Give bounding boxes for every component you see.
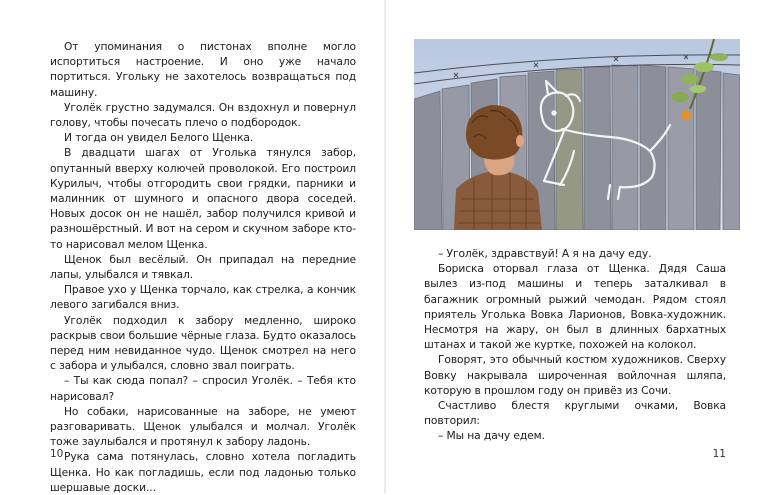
- page-number-right: 11: [712, 448, 726, 460]
- paragraph: – Мы на дачу едем.: [438, 429, 545, 443]
- paragraph: Говорят, это обычный костюм художников. Сверху Вовку накрывала широченная войлочная шляпа, которую в прошлом году он привёз из Сочи.: [424, 353, 726, 397]
- right-page: [386, 0, 770, 493]
- paragraph: Щенок был весёлый. Он припадал на передние лапы, улыбался и тявкал.: [50, 252, 356, 282]
- right-page-text: [424, 246, 726, 444]
- paragraph: Но собаки, нарисованные на заборе, не умеют разговаривать. Щенок улыбался и молчал. Уголёк тоже заулыбался и протянул к забору ладонь.: [50, 404, 356, 449]
- paragraph: Правое ухо у Щенка торчало, как стрелка, а кончик левого загибался вниз.: [50, 283, 356, 312]
- paragraph: Уголёк грустно задумался. Он вздохнул и повернул голову, чтобы почесать плечо о подбородок.: [50, 100, 356, 130]
- paragraph: – Уголёк, здравствуй! А я на дачу еду.: [438, 247, 652, 260]
- paragraph: Рука сама потянулась, словно хотела погладить Щенка. Но как погладишь, если под ладонью только шершавые доски...: [50, 450, 356, 494]
- left-page: [0, 0, 384, 493]
- illustration: [414, 39, 740, 230]
- paragraph: – Ты как сюда попал? – спросил Уголёк. – Тебя кто нарисовал?: [50, 374, 356, 403]
- page-number-left: 10: [50, 448, 64, 460]
- paragraph: Счастливо блестя круглыми очками, Вовка повторил:: [424, 399, 726, 428]
- paragraph: Бориска оторвал глаза от Щенка. Дядя Саша вылез из-под машины и теперь заталкивал в багажник огромный рыжий чемодан. Рядом стоял приятель Уголька Вовка Ларионов, Вовка-художник. Несмотря на жару, он был в длинных бархатных штанах и такой же куртке, похожей на колокол.: [424, 262, 726, 352]
- paragraph: Уголёк подходил к забору медленно, широко раскрыв свои большие чёрные глаза. Будто оказалось перед ним невиданное чудо. Щенок смотрел на него с забора и улыбался, словно звал поиграть.: [50, 313, 356, 373]
- paragraph: От упоминания о пистонах вполне могло испортиться настроение. И оно уже начало портиться. Угольку не захотелось возвращаться под машину.: [50, 40, 356, 99]
- paragraph: И тогда он увидел Белого Щенка.: [64, 131, 254, 145]
- paragraph: В двадцати шагах от Уголька тянулся забор, опутанный вверху колючей проволокой. Его построил Курилыч, чтобы отгородить свои грядки, парники и малинник от шумного и опасного двора соседей. Новых досок он не нашёл, забор получился кривой и разношёрстный. И вот на сером и скучном заборе кто-то нарисовал мелом Щенка.: [50, 146, 356, 251]
- left-page-text: [50, 39, 356, 495]
